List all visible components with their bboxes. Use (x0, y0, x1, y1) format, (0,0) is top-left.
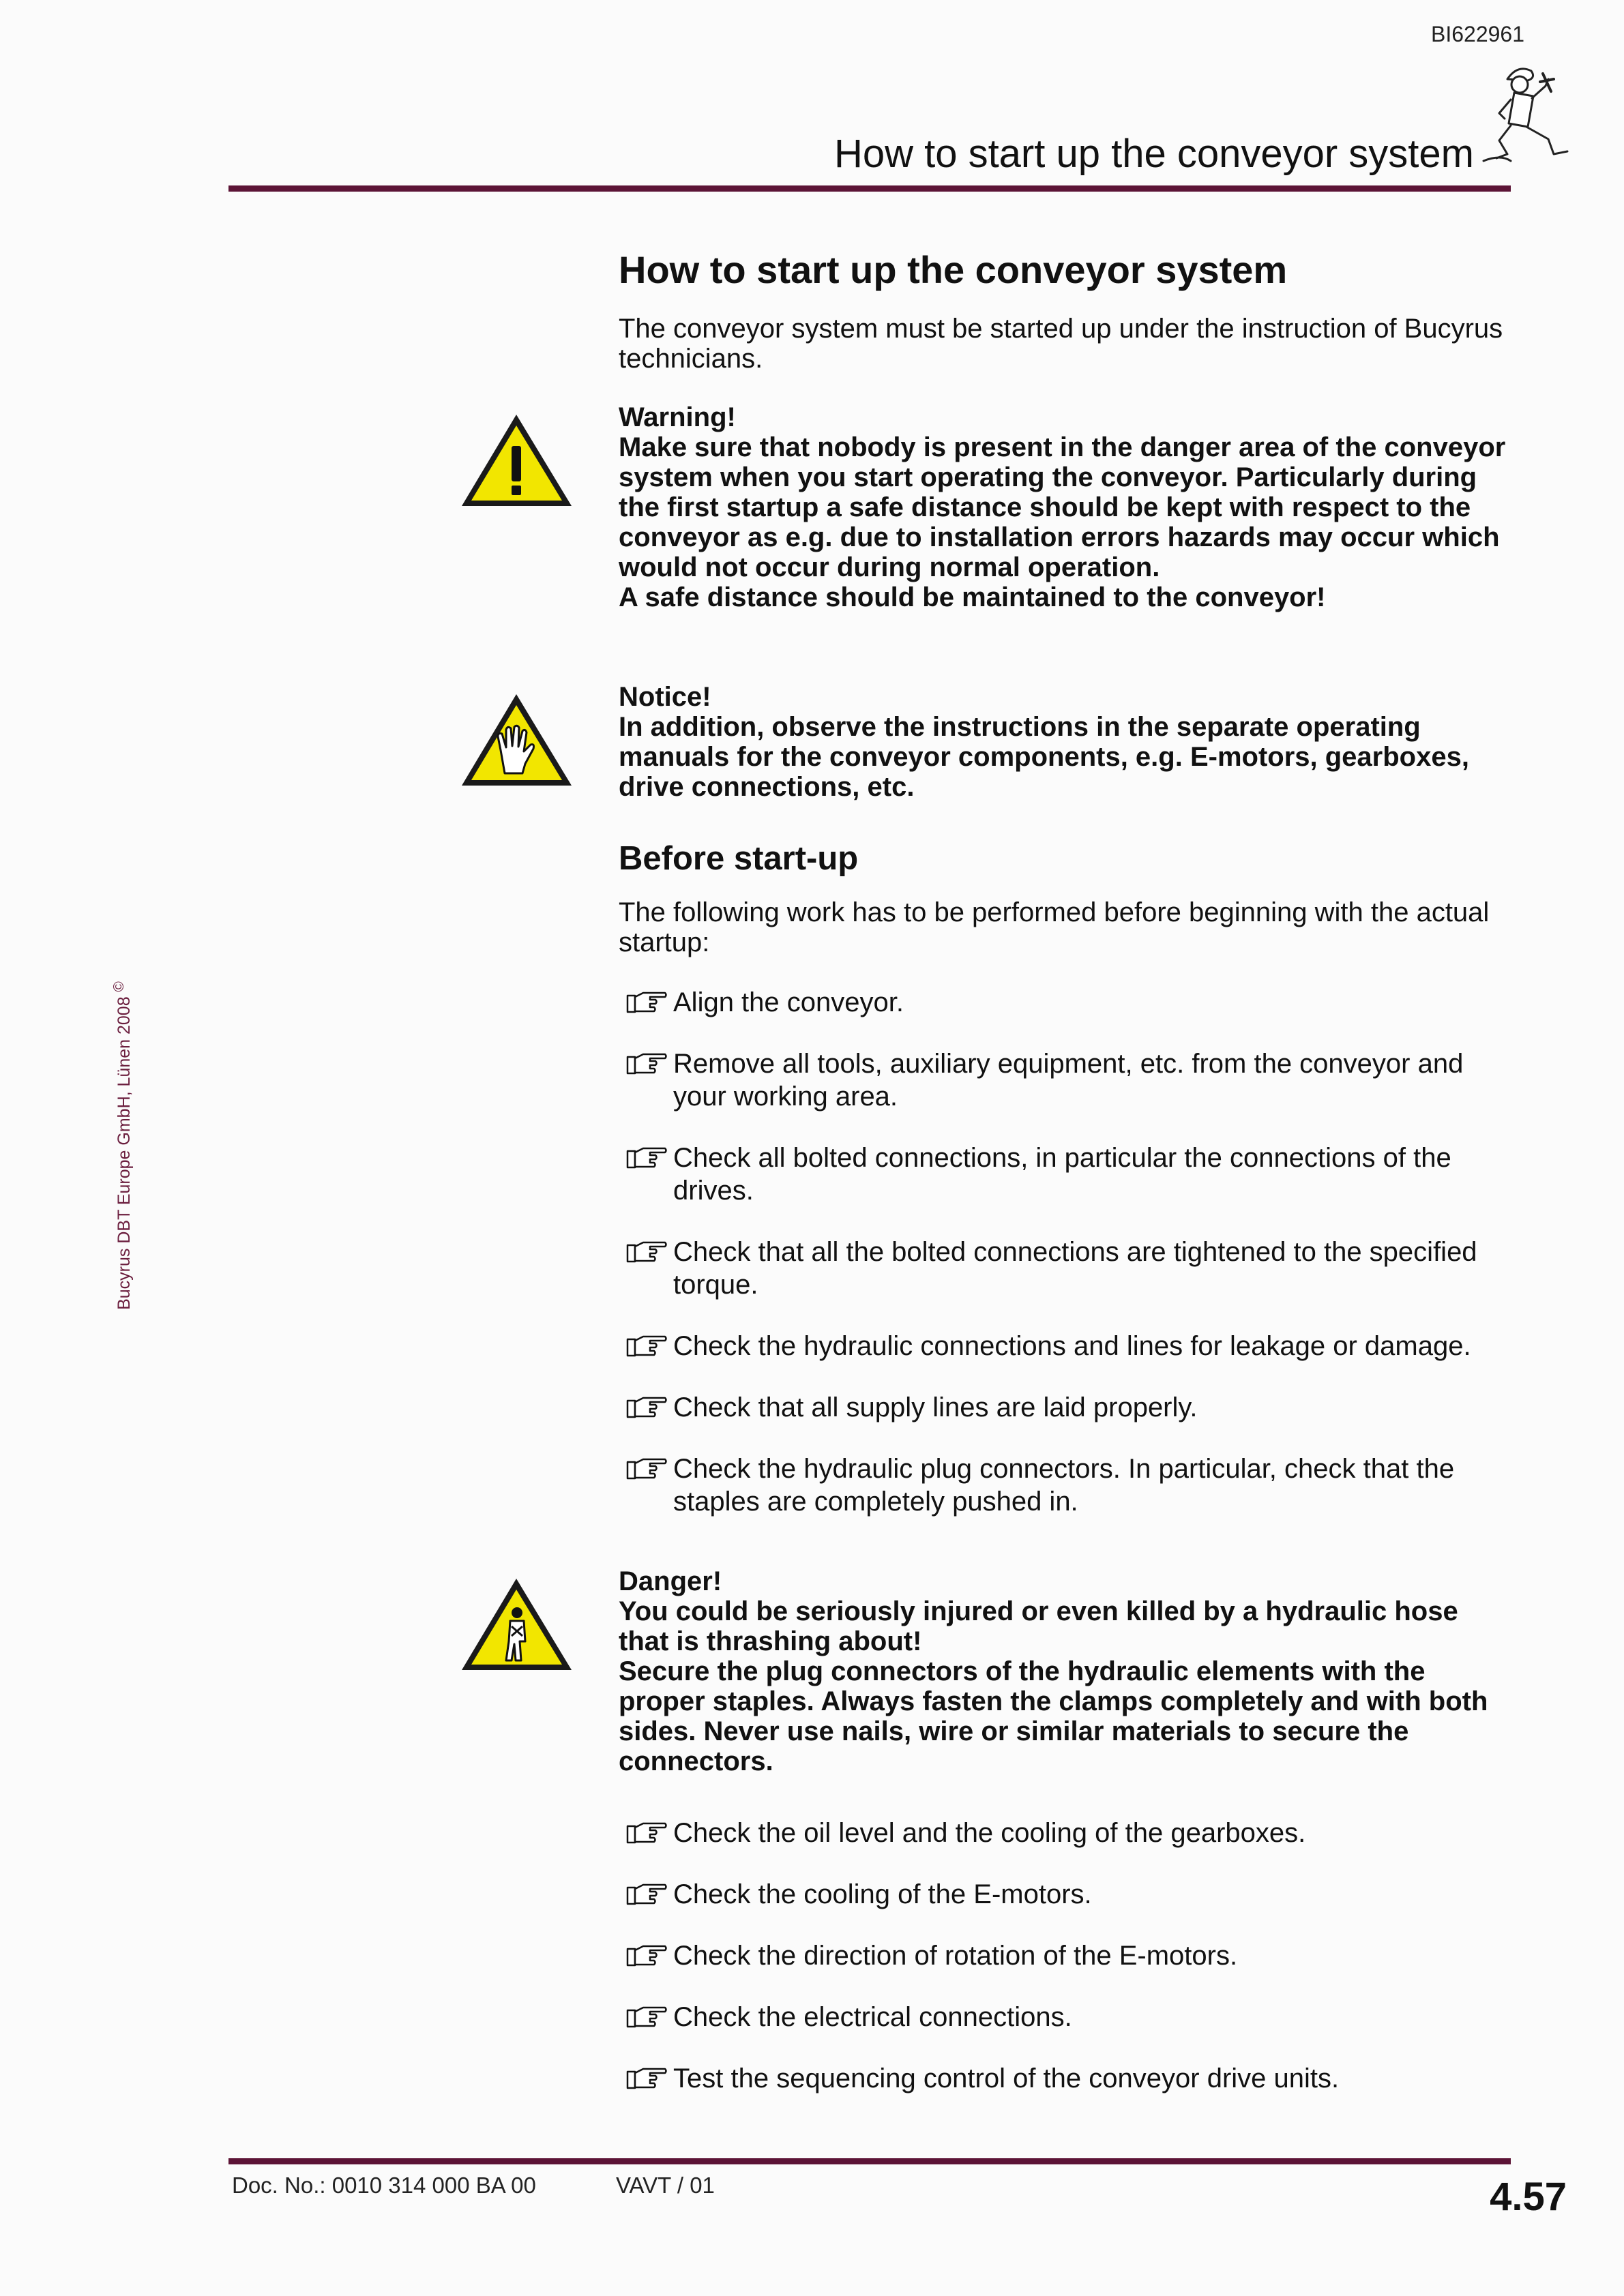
page-heading: How to start up the conveyor system (619, 248, 1288, 291)
notice-hand-icon (457, 689, 576, 791)
pointing-hand-icon (625, 1395, 668, 1420)
pointing-hand-icon (625, 1146, 668, 1170)
pointing-hand-icon (625, 1882, 668, 1907)
list-item (619, 1142, 1512, 1207)
warning-block (619, 402, 1512, 612)
list-item (619, 1939, 1512, 1972)
list-item-text: Check all bolted connections, in particular the connections of the drives. (673, 1143, 1451, 1206)
page-number: 4.57 (1490, 2175, 1567, 2219)
pointing-hand-icon (625, 1821, 668, 1845)
notice-block (619, 682, 1512, 802)
notice-text: In addition, observe the instructions in the separate operating manuals for the conveyor components, e.g. E-motors, gearboxes, drive connections, etc. (619, 712, 1469, 802)
before-startup-intro: The following work has to be performed before beginning with the actual startup: (619, 897, 1490, 957)
pointing-hand-icon (625, 2005, 668, 2029)
danger-title: Danger! (619, 1566, 722, 1596)
header-title: How to start up the conveyor system (833, 132, 1474, 176)
checklist-before-danger (619, 986, 1512, 1547)
pointing-hand-icon (625, 1240, 668, 1264)
list-item-text: Remove all tools, auxiliary equipment, etc. from the conveyor and your working area. (673, 1049, 1464, 1112)
warning-title: Warning! (619, 402, 736, 432)
pointing-hand-icon (625, 2066, 668, 2091)
list-item-text: Check the hydraulic plug connectors. In particular, check that the staples are completely pushed in. (673, 1454, 1455, 1517)
list-item (619, 1330, 1512, 1362)
list-item (619, 1047, 1512, 1113)
footer-doc-number: Doc. No.: 0010 314 000 BA 00 (232, 2173, 536, 2198)
danger-block (619, 1566, 1512, 1776)
checklist-after-danger (619, 1817, 1512, 2123)
list-item-text: Check that all supply lines are laid properly. (673, 1392, 1198, 1422)
list-item (619, 986, 1512, 1019)
list-item-text: Align the conveyor. (673, 987, 904, 1017)
list-item-text: Check the oil level and the cooling of the gearboxes. (673, 1818, 1306, 1848)
danger-line1: You could be seriously injured or even killed by a hydraulic hose that is thrashing about! (619, 1596, 1458, 1656)
notice-title: Notice! (619, 682, 711, 712)
header-rule (228, 185, 1511, 192)
list-item-text: Check the direction of rotation of the E-motors. (673, 1941, 1238, 1971)
copyright-symbol: © (110, 981, 127, 992)
pointing-hand-icon (625, 990, 668, 1015)
pointing-hand-icon (625, 1334, 668, 1358)
footer-version-code: VAVT / 01 (616, 2173, 715, 2198)
worker-mascot-icon (1480, 59, 1576, 175)
warning-closing: A safe distance should be maintained to the conveyor! (619, 582, 1326, 612)
list-item (619, 1236, 1512, 1301)
list-item-text: Check that all the bolted connections are tightened to the specified torque. (673, 1237, 1477, 1300)
list-item-text: Check the electrical connections. (673, 2002, 1072, 2032)
copyright-notice (111, 981, 134, 1310)
pointing-hand-icon (625, 1943, 668, 1968)
list-item (619, 1452, 1512, 1518)
danger-person-icon (457, 1573, 576, 1675)
list-item (619, 1391, 1512, 1424)
list-item (619, 2062, 1512, 2095)
pointing-hand-icon (625, 1052, 668, 1076)
intro-paragraph: The conveyor system must be started up under the instruction of Bucyrus technicians. (619, 314, 1503, 374)
pointing-hand-icon (625, 1457, 668, 1481)
copyright-text: Bucyrus DBT Europe GmbH, Lünen 2008 (115, 996, 134, 1310)
list-item (619, 1817, 1512, 1849)
warning-exclamation-icon (457, 409, 576, 511)
list-item (619, 1878, 1512, 1911)
list-item-text: Test the sequencing control of the conveyor drive units. (673, 2063, 1340, 2093)
danger-line2: Secure the plug connectors of the hydraulic elements with the proper staples. Always fasten the clamps completely and with both sides. Never use nails, wire or similar materials to secure the connectors. (619, 1656, 1488, 1776)
list-item (619, 2001, 1512, 2033)
section-heading-before-startup: Before start-up (619, 840, 859, 877)
document-id: BI622961 (1430, 22, 1524, 46)
footer-rule (228, 2158, 1511, 2164)
list-item-text: Check the cooling of the E-motors. (673, 1879, 1092, 1909)
list-item-text: Check the hydraulic connections and lines for leakage or damage. (673, 1331, 1471, 1361)
warning-text: Make sure that nobody is present in the danger area of the conveyor system when you start operating the conveyor. Particularly during the first startup a safe distance should be kept with respect to the conveyor as e.g. due to installation errors hazards may occur which would not occur during normal operation. (619, 432, 1506, 582)
